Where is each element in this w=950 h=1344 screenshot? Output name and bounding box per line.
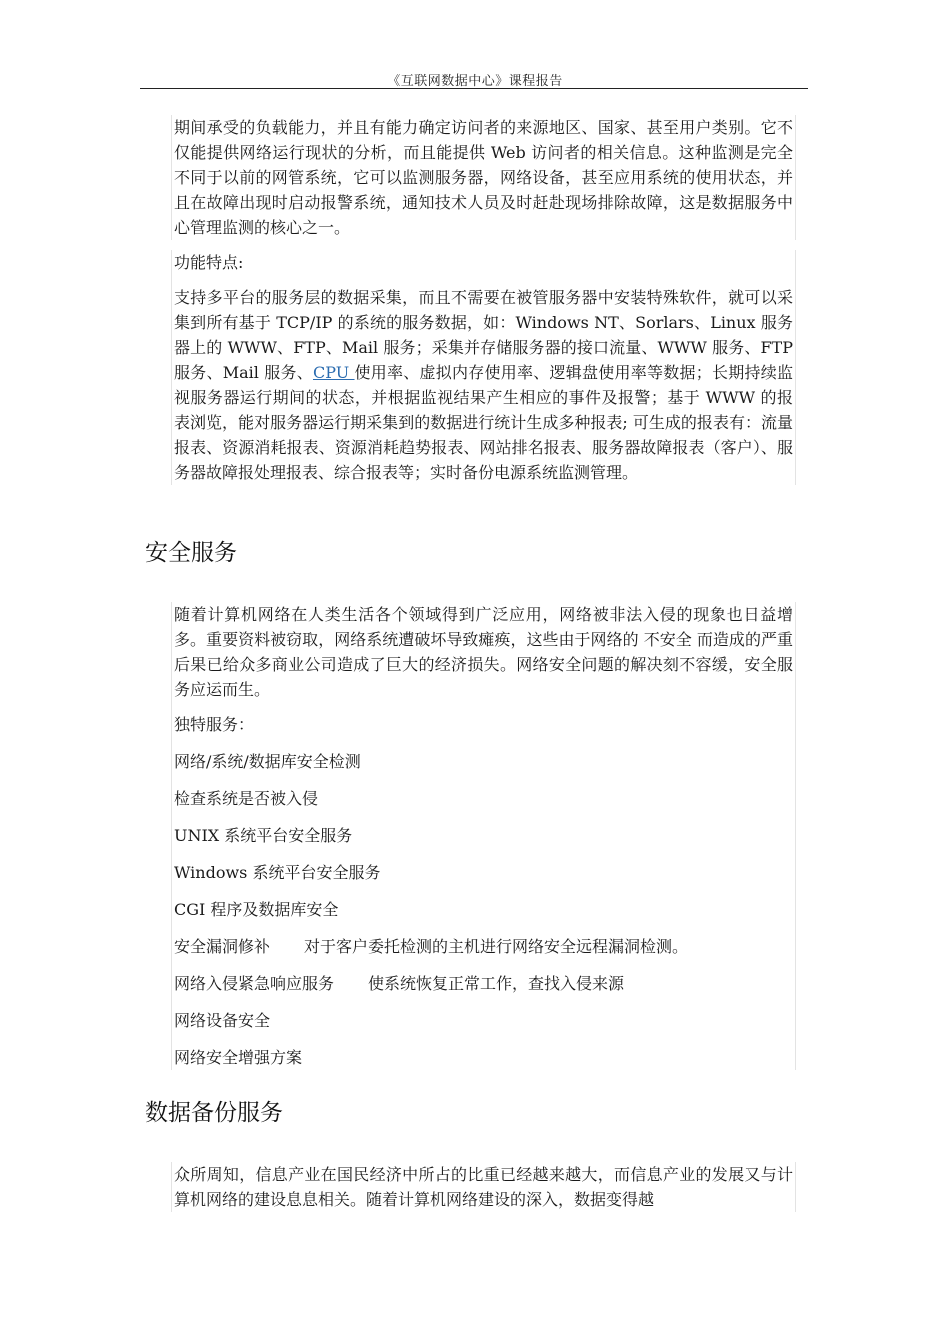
security-item: Windows 系统平台安全服务 [174, 863, 381, 882]
security-response-row [174, 971, 793, 996]
security-heading: 安全服务 [145, 540, 237, 566]
backup-box [171, 1162, 796, 1212]
security-services-label: 独特服务： [174, 715, 255, 734]
security-item: 网络/系统/数据库安全检测 [174, 752, 361, 771]
security-intro-text: 随着计算机网络在人类生活各个领域得到广泛应用，网络被非法入侵的现象也日益增多。重要资料被窃取，网络系统遭破坏导致瘫痪，这些由于网络的 不安全 而造成的严重后果已给众多商业公司造成了巨大的经济损失。网络安全问题的解决刻不容缓，安全服务应运而生。 [174, 605, 793, 699]
backup-intro-text: 众所周知，信息产业在国民经济中所占的比重已经越来越大，而信息产业的发展又与计算机网络的建设息息相关。随着计算机网络建设的深入，数据变得越 [174, 1165, 793, 1209]
security-response-label: 网络入侵紧急响应服务 [174, 974, 335, 993]
features-text-part2: 使用率、虚拟内存使用率、逻辑盘使用率等数据；长期持续监视服务器运行期间的状态，并根据监视结果产生相应的事件及报警；基于 WWW 的报表浏览，能对服务器运行期采集到的数据进行统计生成多种报表; 可生成的报表有：流量报表、资源消耗报表、资源消耗趋势报表、网站排名报表、服务器故障报表（客户）、服务器故障报处理报表、综合报表等；实时备份电源系统监测管理。 [174, 363, 793, 482]
monitoring-intro-box [171, 115, 796, 240]
cpu-link[interactable]: CPU [312, 363, 355, 382]
backup-heading: 数据备份服务 [145, 1100, 283, 1126]
security-enhancement-item: 网络安全增强方案 [174, 1048, 303, 1067]
monitoring-features-box [171, 250, 796, 485]
security-item: CGI 程序及数据库安全 [174, 900, 339, 919]
security-response-desc: 使系统恢复正常工作，查找入侵来源 [368, 974, 625, 993]
security-patch-desc: 对于客户委托检测的主机进行网络安全远程漏洞检测。 [304, 937, 689, 956]
features-label: 功能特点: [174, 253, 244, 272]
security-item: UNIX 系统平台安全服务 [174, 826, 353, 845]
page-header-title: 《互联网数据中心》课程报告 [387, 74, 563, 89]
security-device-item: 网络设备安全 [174, 1011, 271, 1030]
security-item: 检查系统是否被入侵 [174, 789, 319, 808]
security-box [171, 602, 796, 1070]
features-text-part1: 支持多平台的服务层的数据采集，而且不需要在被管服务器中安装特殊软件，就可以采集到所有基于 TCP/IP 的系统的服务数据，如：Windows NT、Sorlars、Linux 服务器上的 WWW、FTP、Mail 服务；采集并存储服务器的接口流量、WWW 服务、FTP 服务、Mail 服务、 [174, 288, 793, 382]
security-patch-row [174, 934, 793, 959]
header-divider [140, 88, 808, 89]
security-patch-label: 安全漏洞修补 [174, 937, 271, 956]
monitoring-intro-text: 期间承受的负载能力，并且有能力确定访问者的来源地区、国家、甚至用户类别。它不仅能提供网络运行现状的分析，而且能提供 Web 访问者的相关信息。这种监测是完全不同于以前的网管系统，它可以监测服务器，网络设备，甚至应用系统的使用状态，并且在故障出现时启动报警系统，通知技术人员及时赶赴现场排除故障，这是数据服务中心管理监测的核心之一。 [174, 118, 793, 237]
features-text [174, 285, 793, 485]
